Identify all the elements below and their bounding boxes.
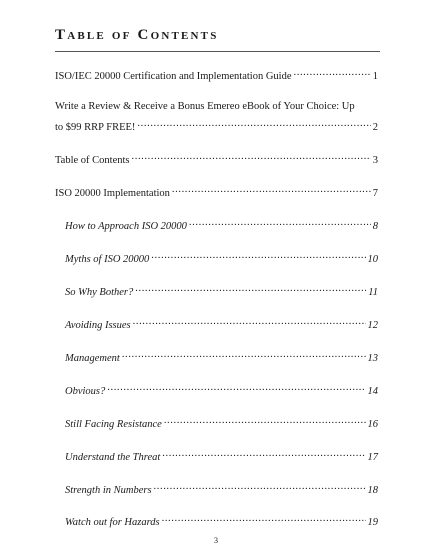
dot-leader	[122, 350, 366, 361]
toc-entry-page: 10	[367, 254, 378, 265]
toc-entry-page: 17	[367, 452, 378, 463]
toc-entry[interactable]	[55, 100, 378, 134]
dot-leader	[132, 152, 371, 163]
toc-subentry[interactable]	[65, 218, 378, 233]
toc-heading: Table of Contents	[55, 27, 219, 43]
toc-entry-label: So Why Bother?	[65, 287, 134, 298]
dot-leader	[151, 251, 365, 262]
toc-subentry[interactable]	[65, 514, 378, 529]
toc-entry-label: How to Approach ISO 20000	[65, 221, 187, 232]
toc-entry[interactable]	[55, 185, 378, 200]
toc-entry-page: 18	[367, 485, 378, 496]
toc-entry-page: 8	[372, 221, 378, 232]
toc-entry-page: 12	[367, 320, 378, 331]
dot-leader	[294, 68, 371, 79]
toc-subentry[interactable]	[65, 383, 378, 398]
toc-entry-label: Obvious?	[65, 386, 106, 397]
toc-entry-label: Strength in Numbers	[65, 485, 152, 496]
toc-subentry[interactable]	[65, 482, 378, 497]
dot-leader	[162, 449, 365, 460]
toc-entry-label-line2: to $99 RRP FREE!	[55, 122, 136, 133]
toc-entry-label: Management	[65, 353, 120, 364]
toc-subentry[interactable]	[65, 317, 378, 332]
toc-entry-page: 13	[367, 353, 378, 364]
dot-leader	[135, 284, 366, 295]
toc-subentry[interactable]	[65, 416, 378, 431]
toc-entry-label: Table of Contents	[55, 155, 130, 166]
toc-entry-line2	[55, 119, 378, 134]
toc-entry-page: 3	[372, 155, 378, 166]
dot-leader	[133, 317, 366, 328]
toc-entry-page: 11	[368, 287, 378, 298]
toc-entry-page: 2	[372, 122, 378, 133]
dot-leader	[154, 482, 366, 493]
dot-leader	[137, 119, 370, 130]
toc-subentry[interactable]	[65, 251, 378, 266]
toc-entry-label: Understand the Threat	[65, 452, 161, 463]
heading-rule	[55, 51, 380, 52]
page-number: 3	[214, 536, 218, 545]
toc-entry-label: Avoiding Issues	[65, 320, 131, 331]
toc-entry-page: 7	[372, 188, 378, 199]
dot-leader	[164, 416, 366, 427]
toc-entry-label: Myths of ISO 20000	[65, 254, 150, 265]
toc-subentry[interactable]	[65, 284, 378, 299]
toc-entry-label: ISO 20000 Implementation	[55, 188, 170, 199]
toc-entry-page: 1	[372, 71, 378, 82]
dot-leader	[189, 218, 371, 229]
toc-entry[interactable]	[55, 152, 378, 167]
dot-leader	[172, 185, 371, 196]
toc-entry-page: 19	[367, 517, 378, 528]
dot-leader	[162, 514, 366, 525]
toc-subentry[interactable]	[65, 449, 378, 464]
toc-subentry[interactable]	[65, 350, 378, 365]
toc-entry-page: 14	[367, 386, 378, 397]
toc-entry-label: Still Facing Resistance	[65, 419, 162, 430]
toc-entry-label: ISO/IEC 20000 Certification and Implementation Guide	[55, 71, 292, 82]
toc-entry-page: 16	[367, 419, 378, 430]
dot-leader	[107, 383, 365, 394]
toc-entry-label-line1: Write a Review & Receive a Bonus Emereo eBook of Your Choice: Up	[55, 101, 355, 112]
toc-entry-label: Watch out for Hazards	[65, 517, 160, 528]
toc-entry[interactable]	[55, 68, 378, 83]
